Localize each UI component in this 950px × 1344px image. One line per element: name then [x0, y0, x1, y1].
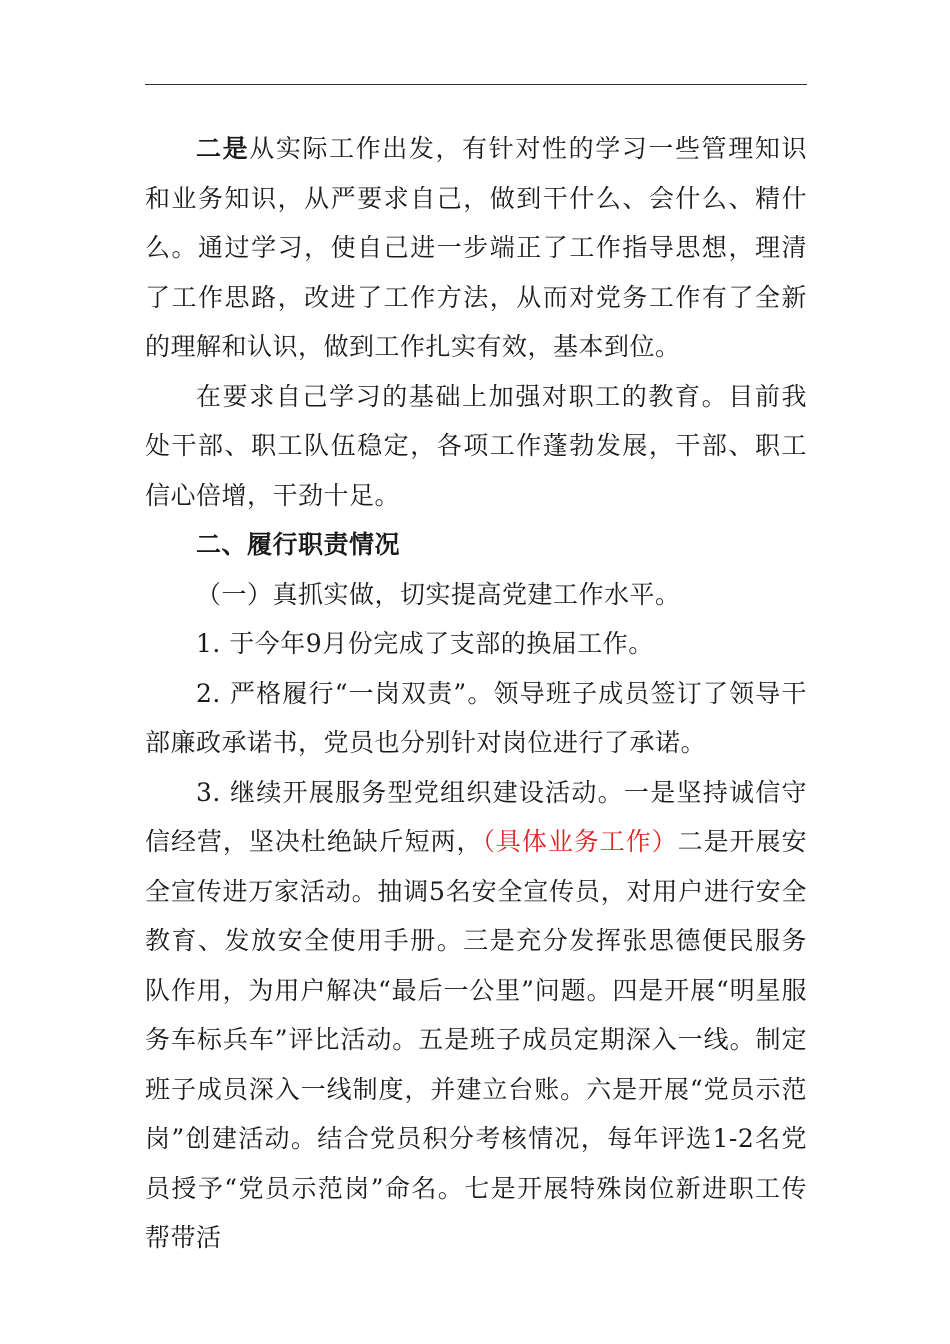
paragraph-text: 从实际工作出发，有针对性的学习一些管理知识和业务知识，从严要求自己，做到干什么、会什么、精什么。通过学习，使自己进一步端正了工作指导思想，理清了工作思路，改进了工作方法，从而对党务工作有了全新的理解和认识，做到工作扎实有效，基本到位。	[145, 134, 807, 361]
paragraph-study	[145, 124, 807, 372]
list-item-2: 2. 严格履行“一岗双责”。领导班子成员签订了领导干部廉政承诺书，党员也分别针对岗位进行了承诺。	[145, 678, 807, 757]
list-item-3-after: 二是开展安全宣传进万家活动。抽调5名安全宣传员，对用户进行安全教育、发放安全使用手册。三是充分发挥张思德便民服务队作用，为用户解决“最后一公里”问题。四是开展“明星服务车标兵车”评比活动。五是班子成员定期深入一线。制定班子成员深入一线制度，并建立台账。六是开展“党员示范岗”创建活动。结合党员积分考核情况，每年评选1-2名党员授予“党员示范岗”命名。七是开展特殊岗位新进职工传帮带活	[145, 827, 807, 1252]
section-heading: 二、履行职责情况	[196, 530, 401, 559]
paragraph-lead: 二是	[196, 134, 250, 163]
paragraph-education: 在要求自己学习的基础上加强对职工的教育。目前我处干部、职工队伍稳定，各项工作蓬勃发展，干部、职工信心倍增，干劲十足。	[145, 381, 807, 510]
highlight-note: （具体业务工作）	[482, 827, 678, 856]
list-item-1: 1. 于今年9月份完成了支部的换届工作。	[196, 629, 654, 658]
subsection-heading: （一）真抓实做，切实提高党建工作水平。	[196, 579, 681, 609]
list-item-3	[145, 768, 807, 1263]
list-item-3-before: 3. 继续开展服务型党组织建设活动。一是坚持诚信守信经营，坚决杜绝缺斤短两，	[145, 777, 807, 856]
header-rule	[145, 84, 807, 85]
document-body	[145, 124, 807, 1263]
